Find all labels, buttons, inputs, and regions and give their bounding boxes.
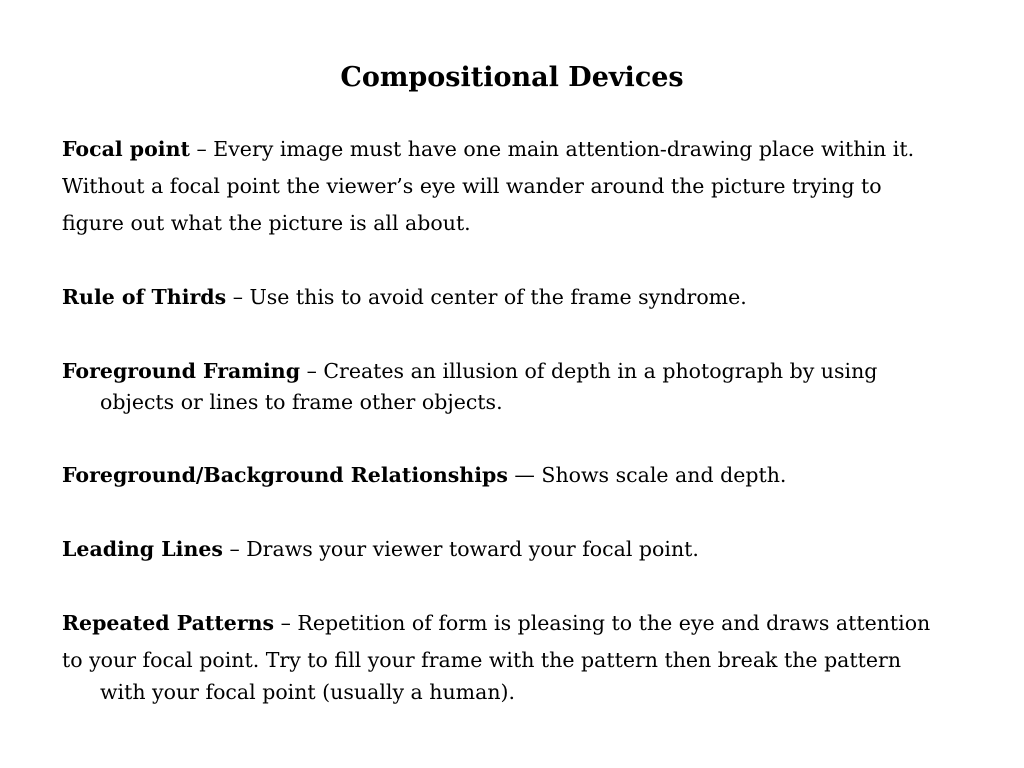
item-separator: – [189,137,214,161]
item-text: Shows scale and depth. [541,463,787,487]
item-term: Foreground/Background Relationships [62,463,508,487]
item-line: objects or lines to frame other objects. [100,390,503,414]
item-line: Without a focal point the viewer’s eye will wander around the picture trying to [62,174,882,198]
item-term: Repeated Patterns [62,611,275,635]
item-line [62,356,982,387]
item-line: figure out what the picture is all about. [62,211,471,235]
item-line [62,279,982,316]
item-line [62,131,982,168]
item-leading-lines [62,531,982,568]
item-term: Rule of Thirds [62,285,227,309]
item-separator: – [300,359,324,383]
item-focal-point [62,131,982,242]
item-text: Creates an illusion of depth in a photograph by using [323,359,878,383]
item-term: Focal point [62,137,190,161]
item-separator: — [507,463,542,487]
item-foreground-framing [62,356,982,418]
item-term: Leading Lines [62,537,223,561]
item-text: Use this to avoid center of the frame syndrome. [249,285,747,309]
item-line: to your focal point. Try to fill your frame with the pattern then break the pattern [62,648,902,672]
item-line [62,605,982,642]
item-line [62,457,982,494]
item-text: Repetition of form is pleasing to the eye and draws attention [297,611,931,635]
item-line: with your focal point (usually a human). [100,680,516,704]
item-separator: – [222,537,247,561]
item-foreground-background [62,457,982,494]
item-separator: – [226,285,250,309]
item-repeated-patterns [62,605,982,705]
slide-title: Compositional Devices [340,62,684,93]
item-rule-of-thirds [62,279,982,316]
item-separator: – [274,611,298,635]
item-term: Foreground Framing [62,359,301,383]
item-text: Draws your viewer toward your focal point. [246,537,699,561]
item-line [62,531,982,568]
item-text: Every image must have one main attention-drawing place within it. [213,137,915,161]
